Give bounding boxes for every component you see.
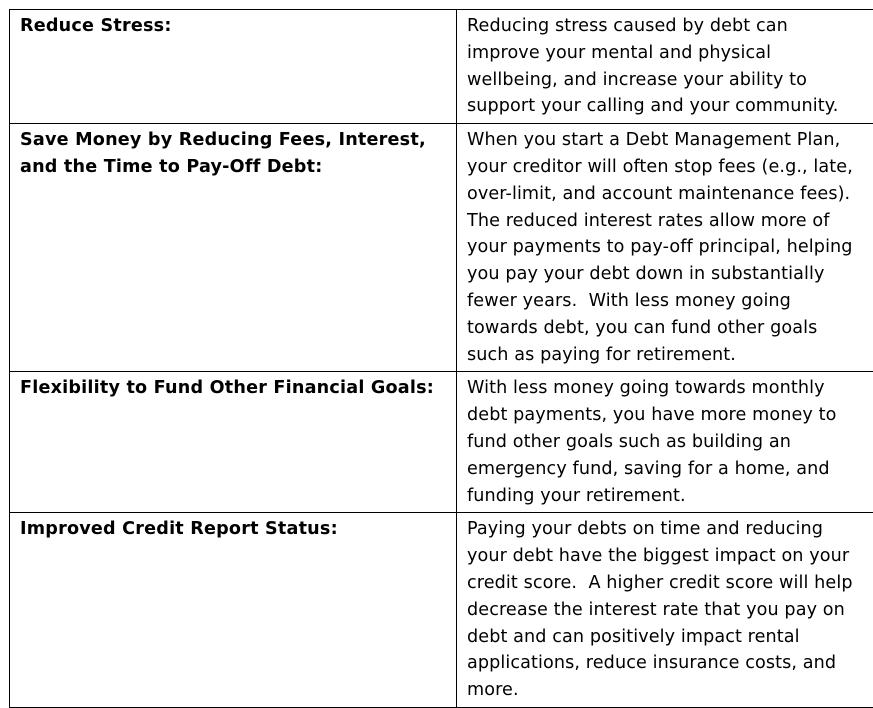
- benefit-label-text: Improved Credit Report Status:: [20, 516, 448, 543]
- benefit-label: [10, 513, 457, 708]
- description-line: wellbeing, and increase your ability to: [467, 67, 873, 94]
- benefit-description: [457, 513, 873, 708]
- description-line: The reduced interest rates allow more of: [467, 208, 873, 235]
- description-line: With less money going towards monthly: [467, 375, 873, 402]
- benefit-label-text: Save Money by Reducing Fees, Interest, and the Time to Pay-Off Debt:: [20, 127, 448, 181]
- description-line: When you start a Debt Management Plan,: [467, 127, 873, 154]
- description-line: emergency fund, saving for a home, and: [467, 456, 873, 483]
- benefits-table: [9, 9, 873, 708]
- description-line: your payments to pay-off principal, helping: [467, 234, 873, 261]
- description-line: support your calling and your community.: [467, 93, 873, 120]
- benefit-label: [10, 10, 457, 124]
- description-line: such as paying for retirement.: [467, 342, 873, 369]
- benefit-label: [10, 372, 457, 513]
- description-line: fund other goals such as building an: [467, 429, 873, 456]
- table-row: [10, 372, 873, 513]
- description-line: debt payments, you have more money to: [467, 402, 873, 429]
- table-row: [10, 513, 873, 708]
- description-line: improve your mental and physical: [467, 40, 873, 67]
- description-line: over-limit, and account maintenance fees).: [467, 181, 873, 208]
- benefit-description: [457, 10, 873, 124]
- description-line: fewer years. With less money going: [467, 288, 873, 315]
- description-line: funding your retirement.: [467, 483, 873, 510]
- benefit-label-text: Flexibility to Fund Other Financial Goals:: [20, 375, 448, 402]
- description-line: debt and can positively impact rental: [467, 624, 873, 651]
- benefit-description: [457, 372, 873, 513]
- table-row: [10, 124, 873, 372]
- description-line: credit score. A higher credit score will help: [467, 570, 873, 597]
- benefit-label: [10, 124, 457, 372]
- description-line: applications, reduce insurance costs, and: [467, 650, 873, 677]
- description-line: Reducing stress caused by debt can: [467, 13, 873, 40]
- description-line: more.: [467, 677, 873, 704]
- description-line: you pay your debt down in substantially: [467, 261, 873, 288]
- benefit-description: [457, 124, 873, 372]
- benefit-label-text: Reduce Stress:: [20, 13, 448, 40]
- table-row: [10, 10, 873, 124]
- description-line: towards debt, you can fund other goals: [467, 315, 873, 342]
- description-line: your debt have the biggest impact on your: [467, 543, 873, 570]
- description-line: Paying your debts on time and reducing: [467, 516, 873, 543]
- description-line: your creditor will often stop fees (e.g., late,: [467, 154, 873, 181]
- description-line: decrease the interest rate that you pay on: [467, 597, 873, 624]
